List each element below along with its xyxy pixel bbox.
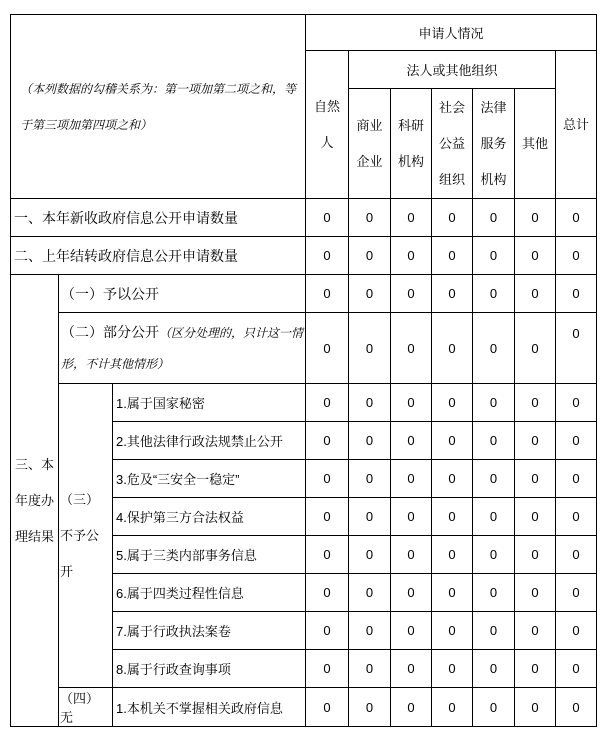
value-cell: 0 [349,650,391,688]
row-label: 7.属于行政执法案卷 [113,612,306,650]
value-cell: 0 [556,650,597,688]
value-cell: 0 [306,384,349,422]
section-denied-label: （三）不予公开 [59,384,113,688]
col-header-legal-service-org: 法律服务机构 [473,89,515,199]
value-cell: 0 [391,422,432,460]
value-cell: 0 [432,498,473,536]
header-applicant-status: 申请人情况 [306,15,597,51]
col-header-legal-or-other-org: 法人或其他组织 [349,51,556,89]
value-cell: 0 [473,384,515,422]
value-cell: 0 [349,688,391,727]
value-cell: 0 [391,612,432,650]
value-cell: 0 [306,688,349,727]
value-cell: 0 [349,237,391,275]
row-label: 5.属于三类内部事务信息 [113,536,306,574]
value-cell: 0 [432,237,473,275]
value-cell: 0 [349,460,391,498]
value-cell: 0 [556,422,597,460]
value-cell: 0 [515,199,556,237]
value-cell: 0 [432,688,473,727]
value-cell: 0 [556,498,597,536]
value-cell: 0 [473,498,515,536]
value-cell: 0 [556,612,597,650]
value-cell: 0 [349,536,391,574]
value-cell: 0 [515,422,556,460]
row-new-requests [11,199,597,237]
value-cell: 0 [473,237,515,275]
value-cell: 0 [432,313,473,384]
value-cell: 0 [473,460,515,498]
value-cell: 0 [432,422,473,460]
value-cell: 0 [515,237,556,275]
value-cell: 0 [515,384,556,422]
value-cell: 0 [556,275,597,313]
value-cell: 0 [515,498,556,536]
value-cell: 0 [432,650,473,688]
value-cell: 0 [556,199,597,237]
row-label: 8.属于行政查询事项 [113,650,306,688]
value-cell: 0 [556,460,597,498]
value-cell: 0 [515,460,556,498]
value-cell: 0 [473,199,515,237]
value-cell: 0 [473,650,515,688]
value-cell: 0 [391,650,432,688]
value-cell: 0 [473,275,515,313]
value-cell: 0 [515,650,556,688]
value-cell: 0 [432,536,473,574]
value-cell: 0 [349,498,391,536]
row-label: 1.属于国家秘密 [113,384,306,422]
row-label-note: （区分处理的，只计这一情形，不计其他情形） [61,326,304,371]
value-cell: 0 [306,275,349,313]
value-cell: 0 [515,275,556,313]
value-cell: 0 [391,688,432,727]
col-header-social-welfare-org: 社会公益组织 [432,89,473,199]
row-label: 3.危及“三安全一稳定” [113,460,306,498]
value-cell: 0 [306,650,349,688]
row-label: 一、本年新收政府信息公开申请数量 [11,199,306,237]
reconciliation-note: （本列数据的勾稽关系为：第一项加第二项之和，等于第三项加第四项之和） [11,15,306,199]
section-annual-results-label: 三、本年度办理结果 [11,275,59,727]
value-cell: 0 [306,460,349,498]
col-header-total: 总计 [556,51,597,199]
value-cell: 0 [432,574,473,612]
value-cell: 0 [473,422,515,460]
value-cell: 0 [473,313,515,384]
value-cell: 0 [432,460,473,498]
col-header-other-org: 其他 [515,89,556,199]
value-cell: 0 [306,313,349,384]
value-cell: 0 [391,536,432,574]
value-cell: 0 [473,612,515,650]
row-label: 二、上年结转政府信息公开申请数量 [11,237,306,275]
value-cell: 0 [391,313,432,384]
row-unable [11,688,597,727]
col-header-research-institution: 科研机构 [391,89,432,199]
row-label: 1.本机关不掌握相关政府信息 [113,688,306,727]
row-partially-granted [11,313,597,384]
value-cell: 0 [556,384,597,422]
value-cell: 0 [432,612,473,650]
value-cell: 0 [473,688,515,727]
row-carried-over [11,237,597,275]
value-cell: 0 [556,313,597,384]
value-cell: 0 [391,199,432,237]
row-label: 4.保护第三方合法权益 [113,498,306,536]
value-cell: 0 [306,422,349,460]
value-cell: 0 [556,536,597,574]
value-cell: 0 [391,237,432,275]
row-label: （一）予以公开 [59,275,306,313]
value-cell: 0 [391,275,432,313]
value-cell: 0 [515,688,556,727]
value-cell: 0 [432,275,473,313]
value-cell: 0 [391,574,432,612]
row-label: 2.其他法律行政法规禁止公开 [113,422,306,460]
value-cell: 0 [556,688,597,727]
row-label: 6.属于四类过程性信息 [113,574,306,612]
value-cell: 0 [432,384,473,422]
value-cell: 0 [556,574,597,612]
value-cell: 0 [391,384,432,422]
value-cell: 0 [432,199,473,237]
value-cell: 0 [391,498,432,536]
value-cell: 0 [349,574,391,612]
col-header-business-enterprise: 商业企业 [349,89,391,199]
value-cell: 0 [306,574,349,612]
row-label [59,313,306,384]
value-cell: 0 [349,313,391,384]
value-cell: 0 [515,313,556,384]
value-cell: 0 [306,498,349,536]
col-header-natural-person: 自然人 [306,51,349,199]
value-cell: 0 [306,237,349,275]
value-cell: 0 [391,460,432,498]
value-cell: 0 [515,574,556,612]
value-cell: 0 [349,275,391,313]
row-granted [11,275,597,313]
value-cell: 0 [306,199,349,237]
value-cell: 0 [349,199,391,237]
section-unable-label: （四）无 [59,688,113,727]
value-cell: 0 [349,422,391,460]
value-cell: 0 [556,237,597,275]
value-cell: 0 [306,536,349,574]
value-cell: 0 [349,612,391,650]
page [0,14,609,747]
row-label-main: （二）部分公开 [61,324,159,340]
value-cell: 0 [349,384,391,422]
value-cell: 0 [306,612,349,650]
gov-info-disclosure-table [10,14,597,727]
value-cell: 0 [473,536,515,574]
value-cell: 0 [473,574,515,612]
value-cell: 0 [515,612,556,650]
value-cell: 0 [515,536,556,574]
row-denied-item-1 [11,384,597,422]
